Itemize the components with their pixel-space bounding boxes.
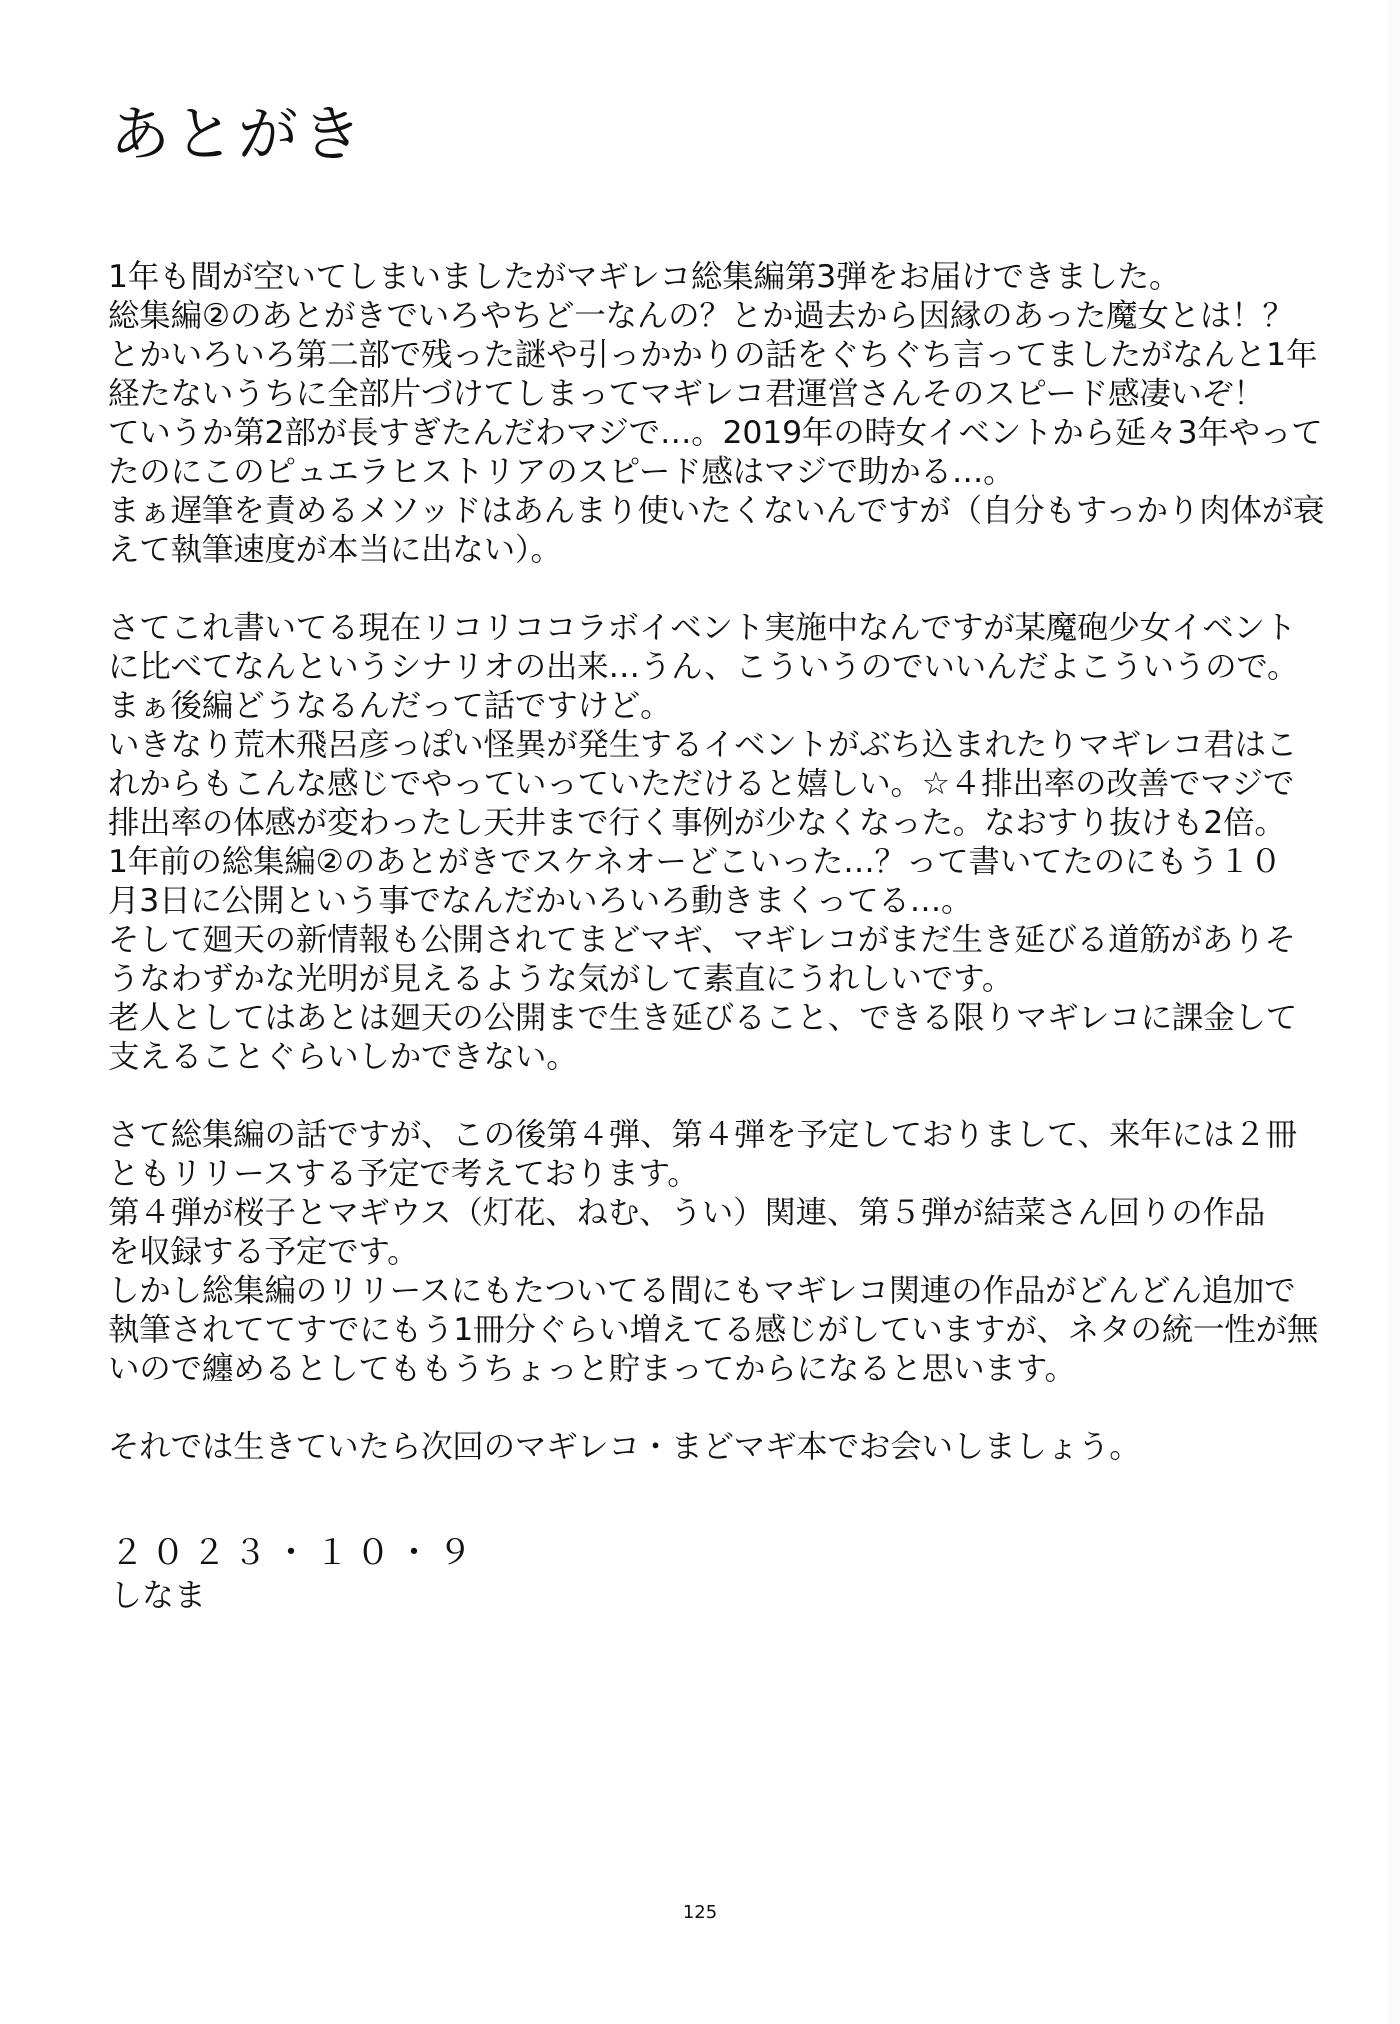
text-line: 1年前の総集編②のあとがきでスケネオーどこいった…？って書いてたのにもう１０ bbox=[108, 844, 1282, 880]
paragraph-2 bbox=[108, 609, 1318, 1077]
page-title: あとがき bbox=[110, 100, 366, 170]
paragraph-gap bbox=[108, 570, 1318, 609]
text-line: さて総集編の話ですが、この後第４弾、第４弾を予定しておりまして、来年には２冊 bbox=[108, 1117, 1297, 1153]
text-line: いきなり荒木飛呂彦っぽい怪異が発生するイベントがぶち込まれたりマギレコ君はこ bbox=[108, 727, 1298, 763]
text-line: 経たないうちに全部片づけてしまってマギレコ君運営さんそのスピード感凄いぞ！ bbox=[108, 376, 1265, 412]
paragraph-1 bbox=[108, 258, 1325, 570]
text-line: しかし総集編のリリースにもたついてる間にもマギレコ関連の作品がどんどん追加で bbox=[108, 1273, 1296, 1309]
page-edge-shadow bbox=[1388, 0, 1400, 2024]
text-line: たのにこのピュエラヒストリアのスピード感はマジで助かる…。 bbox=[108, 454, 1015, 490]
text-line: 総集編②のあとがきでいろやちど一なんの？とか過去から因縁のあった魔女とは！？ bbox=[108, 298, 1294, 334]
text-line: ていうか第2部が長すぎたんだわマジで…。2019年の時女イベントから延々3年やって bbox=[108, 415, 1323, 451]
text-line: そして廻天の新情報も公開されてまどマギ、マギレコがまだ生き延びる道筋がありそ bbox=[108, 922, 1296, 958]
text-line: さてこれ書いてる現在リコリココラボイベント実施中なんですが某魔砲少女イベント bbox=[108, 610, 1297, 646]
paragraph-3 bbox=[108, 1116, 1318, 1389]
text-line: 執筆されててすでにもう1冊分ぐらい増えてる感じがしていますが、ネタの統一性が無 bbox=[108, 1312, 1319, 1348]
page-number: 125 bbox=[682, 1902, 718, 1923]
text-line: れからもこんな感じでやっていっていただけると嬉しい。☆４排出率の改善でマジで bbox=[108, 766, 1295, 802]
text-line: 老人としてはあとは廻天の公開まで生き延びること、できる限りマギレコに課金して bbox=[108, 1000, 1298, 1036]
text-line: を収録する予定です。 bbox=[108, 1234, 419, 1270]
afterword-body bbox=[108, 258, 1325, 1467]
text-line: 支えることぐらいしかできない。 bbox=[108, 1039, 578, 1075]
text-line: それでは生きていたら次回のマギレコ・まどマギ本でお会いしましょう。 bbox=[108, 1429, 1141, 1465]
text-line: に比べてなんというシナリオの出来…うん、こういうのでいいんだよこういうので。 bbox=[108, 649, 1299, 685]
text-line: うなわずかな光明が見えるような気がして素直にうれしいです。 bbox=[108, 961, 1014, 997]
text-line: まぁ後編どうなるんだって話ですけど。 bbox=[108, 688, 672, 724]
text-line: とかいろいろ第二部で残った謎や引っかかりの話をぐちぐち言ってましたがなんと1年 bbox=[108, 337, 1318, 373]
text-line: まぁ遅筆を責めるメソッドはあんまり使いたくないんですが（自分もすっかり肉体が衰 bbox=[108, 493, 1325, 529]
paragraph-gap bbox=[108, 1077, 1318, 1116]
text-line: えて執筆速度が本当に出ない）。 bbox=[108, 532, 562, 568]
text-line: 排出率の体感が変わったし天井まで行く事例が少なくなった。なおすり抜けも2倍。 bbox=[108, 805, 1286, 841]
text-line: 1年も間が空いてしまいましたがマギレコ総集編第3弾をお届けできました。 bbox=[108, 259, 1181, 295]
text-line: 月3日に公開という事でなんだかいろいろ動きまくってる…。 bbox=[108, 883, 973, 919]
text-line: ともリリースする予定で考えております。 bbox=[108, 1156, 699, 1192]
text-line: 第４弾が桜子とマギウス（灯花、ねむ、うい）関連、第５弾が結菜さん回りの作品 bbox=[108, 1195, 1266, 1231]
text-line: いので纏めるとしてももうちょっと貯まってからになると思います。 bbox=[108, 1351, 1076, 1387]
paragraph-gap bbox=[108, 1389, 1318, 1428]
author-name: しなま bbox=[110, 1576, 207, 1614]
signature-date: ２０２３・１０・９ bbox=[110, 1533, 479, 1573]
paragraph-4 bbox=[108, 1428, 1318, 1467]
